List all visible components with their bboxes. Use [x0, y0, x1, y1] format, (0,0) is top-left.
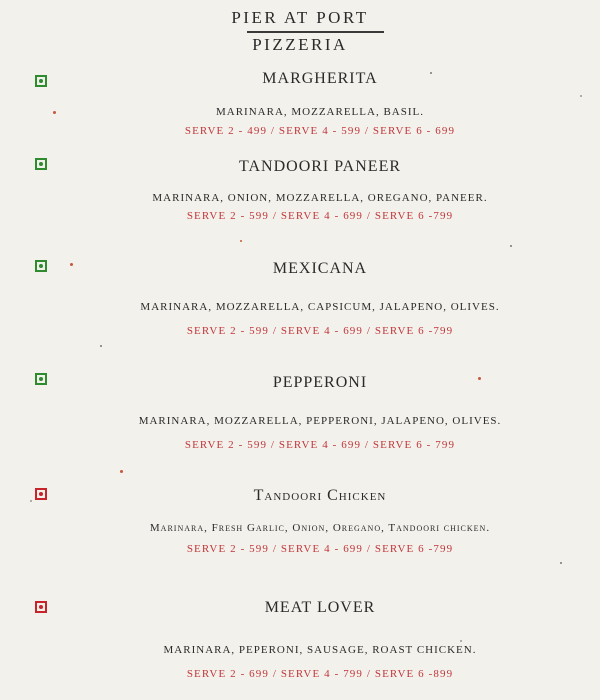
item-description: MARINARA, MOZZARELLA, PEPPERONI, JALAPENO, OLIVES.	[138, 415, 502, 427]
item-description: MARINARA, MOZZARELLA, BASIL.	[216, 106, 424, 118]
item-name: PEPPERONI	[272, 374, 368, 391]
item-name: Tandoori Chicken	[253, 487, 387, 504]
item-prices: SERVE 2 - 599 / SERVE 4 - 699 / SERVE 6 -799	[186, 325, 454, 337]
item-name: TANDOORI PANEER	[238, 158, 402, 175]
item-description: MARINARA, MOZZARELLA, CAPSICUM, JALAPENO, OLIVES.	[140, 301, 500, 313]
item-name: MEXICANA	[272, 260, 368, 277]
item-description: MARINARA, PEPERONI, SAUSAGE, ROAST CHICKEN.	[163, 644, 477, 656]
restaurant-name: PIER AT PORT	[231, 8, 369, 27]
item-name: MARGHERITA	[262, 70, 378, 87]
item-prices: SERVE 2 - 599 / SERVE 4 - 699 / SERVE 6 - 799	[184, 439, 456, 451]
title-divider	[247, 31, 384, 33]
item-name: MEAT LOVER	[264, 599, 376, 616]
item-description: MARINARA, ONION, MOZZARELLA, OREGANO, PANEER.	[152, 192, 488, 204]
restaurant-subtitle: PIZZERIA	[252, 35, 348, 54]
item-prices: SERVE 2 - 599 / SERVE 4 - 699 / SERVE 6 -799	[186, 210, 454, 222]
item-prices: SERVE 2 - 599 / SERVE 4 - 699 / SERVE 6 -799	[186, 543, 454, 555]
item-description: Marinara, Fresh Garlic, Onion, Oregano, Tandoori chicken.	[149, 522, 491, 534]
item-prices: SERVE 2 - 699 / SERVE 4 - 799 / SERVE 6 -899	[186, 668, 454, 680]
item-prices: SERVE 2 - 499 / SERVE 4 - 599 / SERVE 6 - 699	[184, 125, 456, 137]
